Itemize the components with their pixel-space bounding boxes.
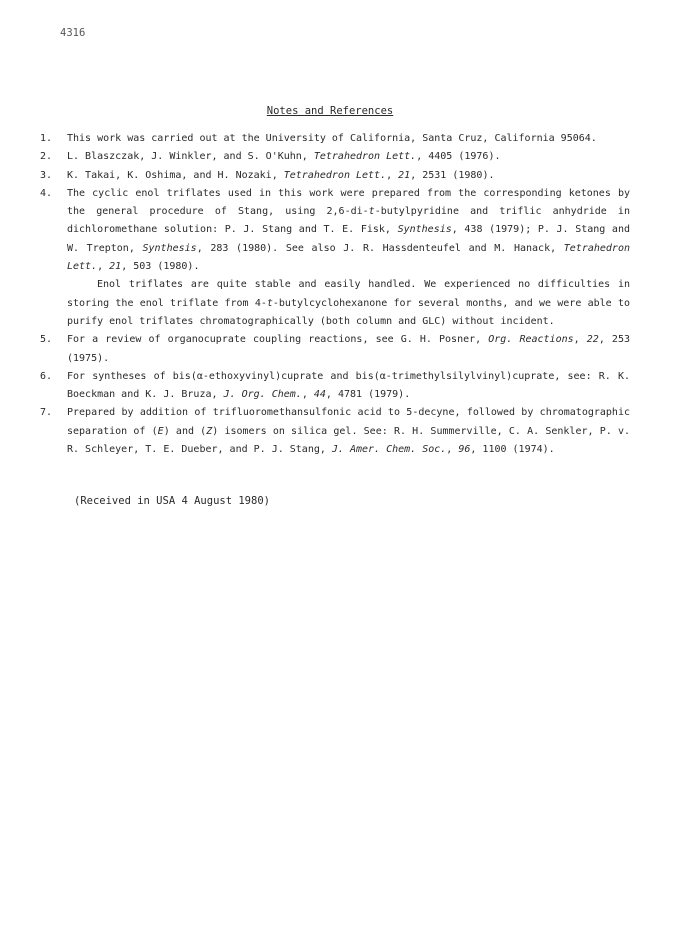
italic-text: 21 [109, 261, 122, 273]
reference-text [67, 167, 630, 185]
italic-text: 22 [586, 334, 599, 346]
reference-paragraph [67, 185, 630, 276]
reference-number: 1. [40, 133, 53, 144]
reference-text [67, 331, 630, 368]
reference-paragraph [67, 276, 630, 331]
text-run: ) isomers on silica gel. See: R. H. Summerville, C. A. Senkler, P. v. R. Schleyer, T. E. Dueber, and P. J. Stang, [67, 425, 630, 456]
italic-text: Synthesis [397, 224, 452, 236]
text-run: K. Takai, K. Oshima, and H. Nozaki, [67, 169, 284, 181]
reference-number: 4. [40, 187, 53, 199]
reference-paragraph [67, 368, 630, 405]
reference-item [40, 368, 630, 405]
italic-text: t [266, 297, 273, 309]
italic-text: Synthesis [142, 242, 197, 254]
text-run: , 1100 (1974). [470, 444, 555, 456]
text-run: -butylpyridine and triflic anhydride in dichloromethane solution: P. J. Stang and T. E. Fisk, [67, 206, 630, 236]
reference-item [40, 130, 630, 148]
reference-paragraph [67, 404, 630, 459]
text-run: , [97, 261, 110, 273]
text-run: , [386, 169, 399, 181]
text-run: -butylcyclohexanone for several months, and we were able to purify enol triflates chromatographically (both column and GLC) without incident. [67, 297, 630, 327]
italic-text: E [157, 425, 164, 437]
text-run: This work was carried out at the University of California, Santa Cruz, California 95064. [67, 133, 597, 144]
text-run: , [301, 389, 314, 401]
text-run: , 438 (1979); P. J. Stang and W. Trepton, [67, 224, 630, 254]
page-number: 4316 [60, 27, 86, 39]
text-run: , [446, 444, 459, 456]
italic-text: 44 [313, 389, 326, 401]
italic-text: J. Amer. Chem. Soc. [331, 444, 447, 456]
reference-text [67, 148, 630, 166]
reference-item [40, 331, 630, 368]
reference-paragraph [67, 148, 630, 166]
reference-paragraph [67, 130, 630, 148]
reference-item [40, 404, 630, 459]
text-run: , 4781 (1979). [325, 389, 411, 401]
text-run: Prepared by addition of trifluoromethansulfonic acid to 5-decyne, followed by chromatographic separation of ( [67, 407, 630, 437]
italic-text: 96 [458, 444, 471, 456]
italic-text: Org. Reactions [488, 334, 574, 346]
text-run: , 503 (1980). [121, 261, 200, 273]
reference-number: 5. [40, 334, 53, 346]
italic-text: Z [206, 425, 213, 437]
italic-text: Tetrahedron Lett. [67, 242, 630, 273]
reference-text [67, 368, 630, 405]
reference-item [40, 148, 630, 166]
section-heading: Notes and References [266, 105, 394, 117]
text-run: L. Blaszczak, J. Winkler, and S. O'Kuhn, [67, 151, 314, 163]
text-run: , 253 (1975). [67, 334, 630, 364]
reference-number: 7. [40, 407, 53, 419]
italic-text: J. Org. Chem. [223, 389, 302, 401]
text-run: ) and ( [163, 425, 207, 437]
reference-text [67, 404, 630, 459]
reference-list [40, 130, 630, 459]
text-run: , 283 (1980). See also J. R. Hassdenteufel and M. Hanack, [196, 242, 564, 254]
text-run: , [573, 334, 587, 346]
italic-text: 21 [398, 169, 411, 181]
text-run: The cyclic enol triflates used in this work were prepared from the corresponding ketones by the general procedure of Stang, using 2,6-di- [67, 187, 630, 218]
received-date-note: (Received in USA 4 August 1980) [74, 495, 270, 507]
reference-number: 6. [40, 370, 53, 382]
reference-paragraph [67, 331, 630, 368]
italic-text: Tetrahedron Lett. [283, 169, 387, 181]
reference-text [67, 130, 630, 148]
reference-item [40, 185, 630, 331]
text-run: For syntheses of bis(α-ethoxyvinyl)cuprate and bis(α-trimethylsilylvinyl)cuprate, see: R. K. Boeckman and K. J. Bruza, [67, 370, 630, 401]
reference-number: 3. [40, 169, 53, 181]
text-run: , 4405 (1976). [416, 151, 501, 163]
italic-text: Tetrahedron Lett. [313, 151, 417, 163]
reference-paragraph [67, 167, 630, 185]
text-run: , 2531 (1980). [410, 169, 495, 181]
text-run: Enol triflates are quite stable and easily handled. We experienced no difficulties in storing the enol triflate from 4- [67, 279, 630, 309]
text-run: For a review of organocuprate coupling reactions, see G. H. Posner, [67, 334, 489, 346]
reference-item [40, 167, 630, 185]
italic-text: t [368, 206, 375, 218]
reference-number: 2. [40, 151, 53, 163]
reference-text [67, 185, 630, 331]
